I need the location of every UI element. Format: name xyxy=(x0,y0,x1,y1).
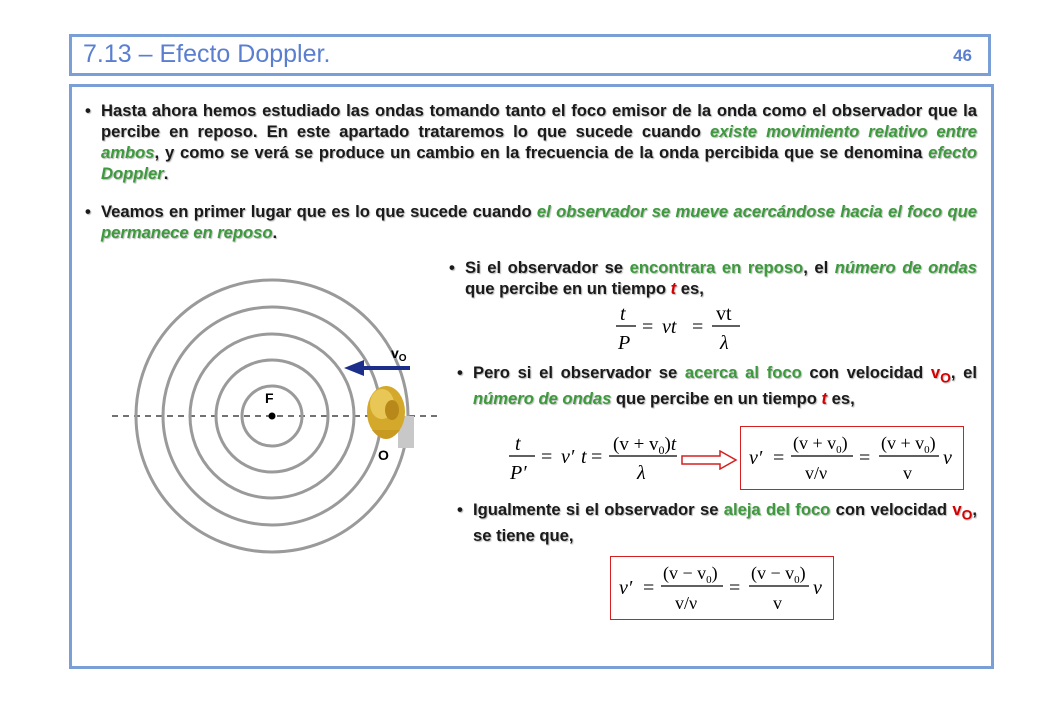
svg-text:t: t xyxy=(620,303,626,325)
svg-text:=: = xyxy=(859,447,871,469)
slide-title-box xyxy=(69,34,991,76)
svg-text:t: t xyxy=(515,433,521,455)
svg-text:λ: λ xyxy=(637,462,646,484)
svg-text:(v + v0): $(v + v_0)$ xyxy=(881,433,936,456)
svg-text:P′: P′ xyxy=(510,462,527,484)
source-label: F xyxy=(265,390,274,406)
svg-text:=: = xyxy=(591,446,603,468)
velocity-arrow-head xyxy=(344,360,364,376)
formula-approach-result xyxy=(740,426,964,490)
svg-text:=: = xyxy=(643,577,655,599)
bullet-dot: • xyxy=(449,258,455,277)
slide-title: 7.13 – Efecto Doppler. xyxy=(83,40,331,68)
svg-text:v: v xyxy=(903,463,912,483)
svg-text:(v − v0): $(v - v_0)$ xyxy=(663,563,718,586)
svg-text:(v + v0)t: $(v + v_0)t$ xyxy=(613,434,677,457)
bullet-observer-approaches: • Pero si el observador se acerca al foco con velocidad $v_O$, el número de ondas que percibe en un tiempo t es, xyxy=(457,363,978,409)
svg-text:P: P xyxy=(618,332,631,354)
bullet-dot: • xyxy=(85,202,91,221)
svg-text:=: = xyxy=(729,577,741,599)
velocity-label: $v_O$ xyxy=(391,345,407,364)
bullet-dot: • xyxy=(457,500,463,519)
svg-text:=: = xyxy=(541,446,553,468)
bullet-observer-recedes: • Igualmente si el observador se aleja del foco con velocidad $v_O$, se tiene que, xyxy=(457,500,977,546)
formula-rest xyxy=(612,300,762,358)
svg-text:v/ν: v/ν xyxy=(805,463,828,483)
svg-text:λ: λ xyxy=(720,332,729,354)
svg-text:=: = xyxy=(642,316,654,338)
svg-text:=: = xyxy=(773,447,785,469)
svg-text:ν: ν xyxy=(813,577,822,599)
source-point xyxy=(269,413,276,420)
bullet-dot: • xyxy=(85,101,91,120)
observer-label: O xyxy=(378,447,389,463)
svg-text:νt: νt xyxy=(662,316,677,338)
svg-text:v: v xyxy=(773,593,782,613)
svg-text:(v − v0): $(v - v_0)$ xyxy=(751,563,806,586)
implication-arrow-icon xyxy=(680,450,738,470)
bullet-observer-rest: • Si el observador se encontrara en reposo, el número de ondas que percibe en un tiempo t es, xyxy=(449,258,977,298)
svg-text:ν′: ν′ xyxy=(749,447,763,469)
doppler-diagram xyxy=(100,270,450,570)
svg-text:ν: ν xyxy=(943,447,952,469)
bullet-dot: • xyxy=(457,363,463,382)
svg-text:vt: vt xyxy=(716,303,732,325)
formula-recede-result xyxy=(610,556,834,620)
bullet-observer-moves: • Veamos en primer lugar que es lo que sucede cuando el observador se mueve acercándose hacia el foco que permanece en reposo. xyxy=(85,202,977,242)
svg-text:=: = xyxy=(692,316,704,338)
svg-text:ν′: ν′ xyxy=(619,577,633,599)
formula-approach-derivation xyxy=(505,430,685,488)
page-number: 46 xyxy=(953,46,972,65)
svg-text:ν′: ν′ xyxy=(561,446,575,468)
bullet-intro: • Hasta ahora hemos estudiado las ondas tomando tanto el foco emisor de la onda como el observador que la percibe en reposo. En este apartado trataremos lo que sucede cuando existe movimiento relativo entre ambos, y como se verá se produce un cambio en la frecuencia de la onda percibida que se denomina efecto Doppler. xyxy=(85,101,977,183)
svg-text:t: t xyxy=(581,446,587,468)
svg-text:(v + v0): $(v + v_0)$ xyxy=(793,433,848,456)
svg-text:v/ν: v/ν xyxy=(675,593,698,613)
